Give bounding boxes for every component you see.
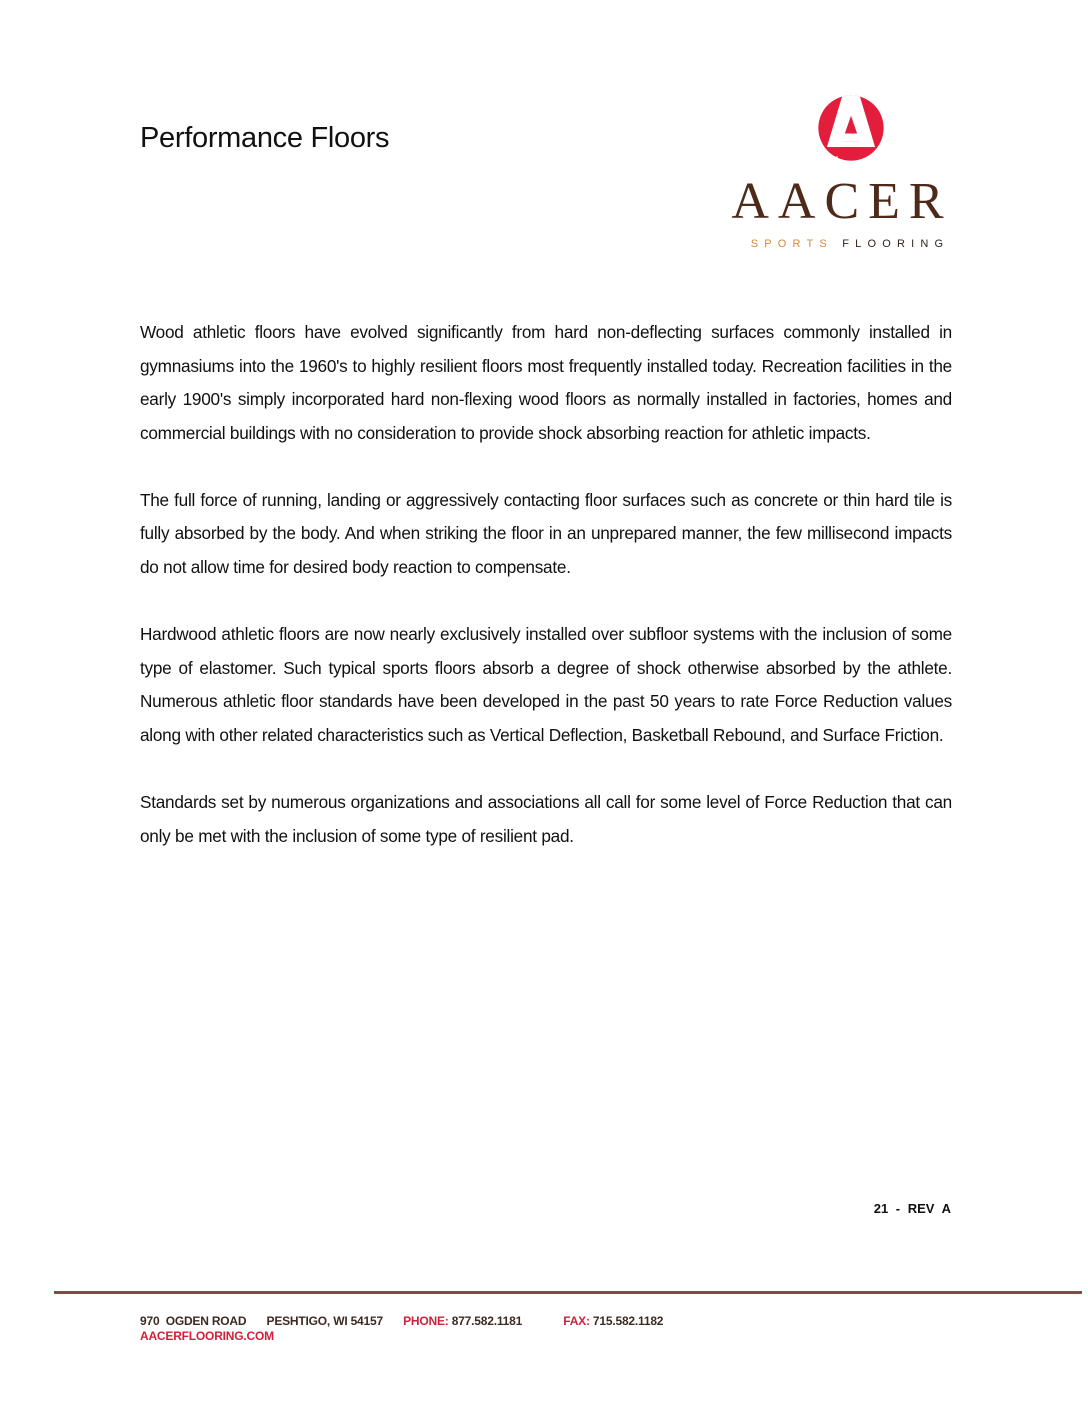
- body-text: [140, 316, 952, 887]
- footer: [140, 1314, 663, 1344]
- logo-tagline: [716, 239, 970, 250]
- footer-fax-label: FAX:: [563, 1314, 590, 1328]
- page-number: 21 -: [873, 1201, 901, 1216]
- logo-wordmark: AACER: [731, 173, 953, 230]
- aacer-a-circle-icon: [817, 94, 885, 162]
- footer-phone-label: PHONE:: [403, 1314, 449, 1328]
- paragraph: The full force of running, landing or aggressively contacting floor surfaces such as concrete or thin hard tile is fully absorbed by the body. And when striking the floor in an unprepared manner, the few millisecond impacts do not allow time for desired body reaction to compensate.: [140, 489, 952, 578]
- footer-city: PESHTIGO, WI 54157: [266, 1314, 383, 1328]
- logo-tagline-sports: SPORTS: [750, 238, 833, 250]
- paragraph: Standards set by numerous organizations and associations all call for some level of Force Reduction that can only be met with the inclusion of some type of resilient pad.: [140, 792, 952, 846]
- page-title: Performance Floors: [140, 122, 390, 154]
- footer-fax: 715.582.1182: [592, 1314, 664, 1328]
- revision-label: REV A: [907, 1201, 951, 1216]
- footer-divider: [54, 1291, 1082, 1294]
- paragraph: Hardwood athletic floors are now nearly exclusively installed over subfloor systems with the inclusion of some type of elastomer. Such typical sports floors absorb a degree of shock otherwise absorbed by the athlete. Numerous athletic floor standards have been developed in the past 50 years to rate Force Reduction values along with other related characteristics such as Vertical Deflection, Basketball Rebound, and Surface Friction.: [140, 624, 952, 745]
- page-revision: [874, 1201, 951, 1216]
- paragraph: Wood athletic floors have evolved significantly from hard non-deflecting surfaces commonly installed in gymnasiums into the 1960's to highly resilient floors most frequently installed today. Recreation facilities in the early 1900's simply incorporated hard non-flexing wood floors as normally installed in factories, homes and commercial buildings with no consideration to provide shock absorbing reaction for athletic impacts.: [140, 322, 952, 443]
- footer-phone: 877.582.1181: [451, 1314, 523, 1328]
- logo-tagline-flooring: FLOORING: [842, 238, 950, 250]
- aacer-logo: [716, 94, 966, 264]
- footer-address: 970 OGDEN ROAD: [140, 1314, 247, 1328]
- footer-website-link[interactable]: AACERFLOORING.COM: [140, 1329, 274, 1343]
